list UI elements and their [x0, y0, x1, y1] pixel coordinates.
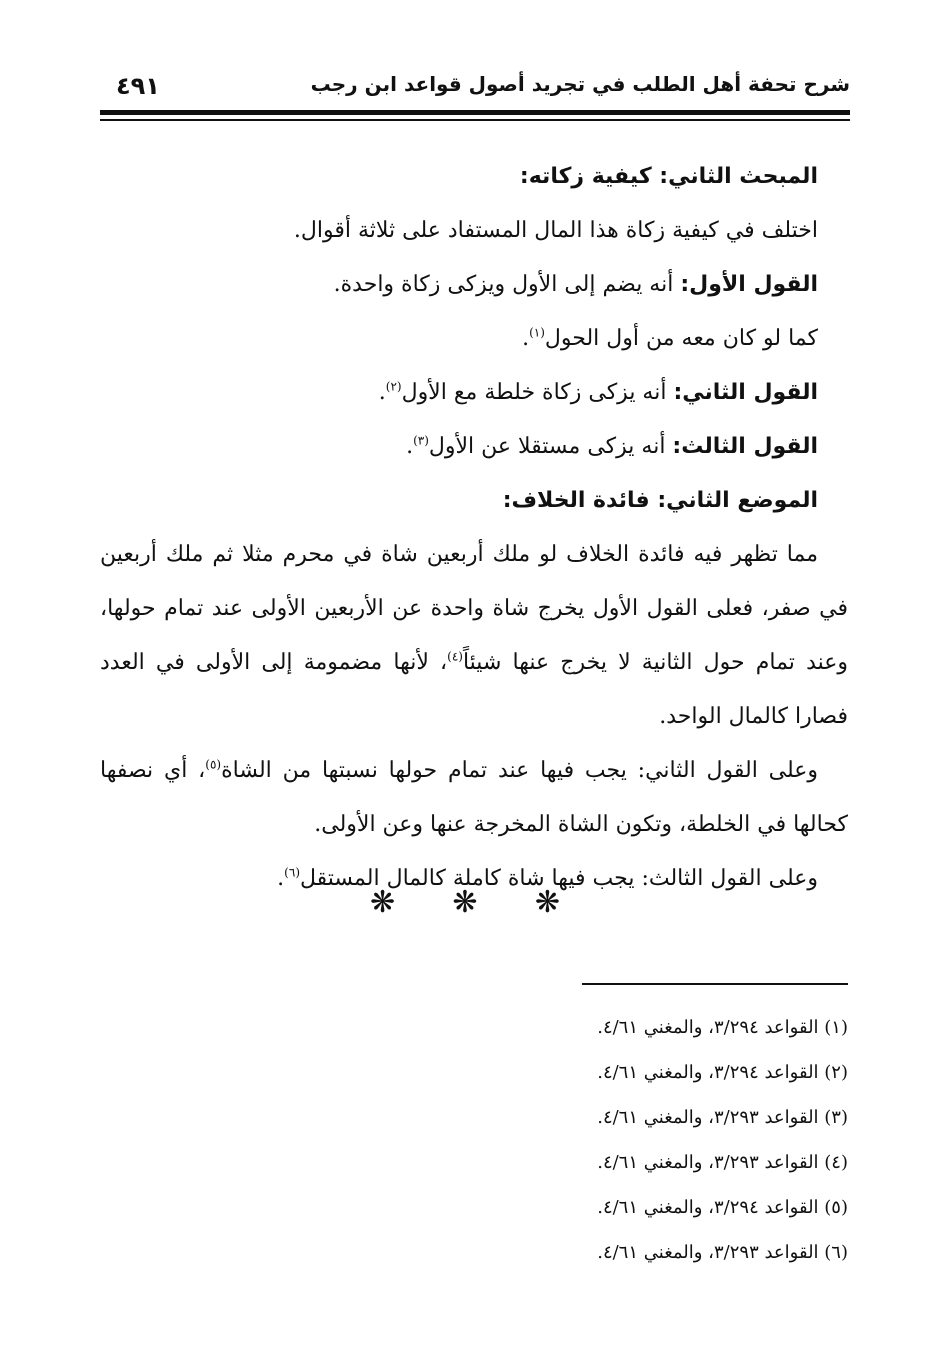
- paragraph-text: ، أي نصفها: [100, 758, 206, 783]
- opinion-label: القول الثالث:: [672, 434, 818, 459]
- section-heading-1: المبحث الثاني: كيفية زكاته:: [519, 164, 818, 189]
- paragraph-line: [100, 636, 848, 690]
- footnote-ref: (٥): [205, 757, 222, 772]
- footnote-ref: (٤): [447, 649, 463, 664]
- opinion-3: [100, 420, 848, 474]
- footnote-ref: (١): [529, 325, 545, 340]
- separator-star-icon: ❋: [452, 885, 478, 920]
- running-header: [102, 70, 850, 104]
- period: .: [406, 434, 414, 459]
- period: .: [522, 326, 530, 351]
- opinion-2: [100, 366, 848, 420]
- separator-star-icon: ❋: [534, 885, 560, 920]
- paragraph-line: مما تظهر فيه فائدة الخلاف لو ملك أربعين شاة في محرم مثلا ثم ملك أربعين: [100, 542, 818, 567]
- period: .: [277, 866, 285, 891]
- footnote-ref: (٦): [284, 865, 300, 880]
- footnote: (٤) القواعد ٣/٢٩٣، والمغني ٤/٦١.: [597, 1152, 848, 1173]
- main-text: [100, 150, 848, 906]
- period: .: [378, 380, 386, 405]
- paragraph-text: ، لأنها مضمومة إلى الأولى في العدد: [100, 650, 448, 675]
- opinion-text: أنه يزكى مستقلا عن الأول: [428, 434, 673, 459]
- header-rule-thin: [100, 119, 850, 121]
- opinion-label: القول الأول:: [680, 272, 818, 297]
- footnote-ref: (٣): [413, 433, 429, 448]
- paragraph-line: [100, 744, 848, 798]
- opinion-text: أنه يزكى زكاة خلطة مع الأول: [401, 380, 674, 405]
- footnote: (٣) القواعد ٣/٢٩٣، والمغني ٤/٦١.: [597, 1107, 848, 1128]
- paragraph-text: وعند تمام حول الثانية لا يخرج عنها شيئاً: [462, 650, 848, 675]
- opinion-1: [100, 258, 848, 312]
- page-number: ٤٩١: [116, 72, 160, 100]
- section-heading-2: الموضع الثاني: فائدة الخلاف:: [502, 488, 818, 513]
- footnote: (٥) القواعد ٣/٢٩٤، والمغني ٤/٦١.: [597, 1197, 848, 1218]
- paragraph-line: في صفر، فعلى القول الأول يخرج شاة واحدة عن الأربعين الأولى عند تمام حولها،: [100, 596, 848, 621]
- header-rule-thick: [100, 110, 850, 115]
- opinion-1-continued: [100, 312, 848, 366]
- footnote: (٦) القواعد ٣/٢٩٣، والمغني ٤/٦١.: [597, 1242, 848, 1263]
- section-separator: [370, 885, 560, 920]
- footnote-ref: (٢): [385, 379, 402, 394]
- separator-star-icon: ❋: [370, 885, 396, 920]
- book-title: شرح تحفة أهل الطلب في تجريد أصول قواعد ابن رجب: [310, 72, 850, 96]
- paragraph-text: وعلى القول الثالث: يجب فيها شاة كاملة كالمال المستقل: [300, 866, 818, 891]
- paragraph-line: فصارا كالمال الواحد.: [659, 704, 848, 729]
- opinion-text: أنه يضم إلى الأول ويزكى زكاة واحدة.: [333, 272, 681, 297]
- paragraph-text: وعلى القول الثاني: يجب فيها عند تمام حولها نسبتها من الشاة: [221, 758, 819, 783]
- footnote: (١) القواعد ٣/٢٩٤، والمغني ٤/٦١.: [597, 1017, 848, 1038]
- opinion-label: القول الثاني:: [673, 380, 818, 405]
- footnote-rule: [582, 983, 848, 985]
- footnote: (٢) القواعد ٣/٢٩٤، والمغني ٤/٦١.: [597, 1062, 848, 1083]
- footnotes: [348, 1005, 848, 1275]
- paragraph-line: كحالها في الخلطة، وتكون الشاة المخرجة عنها وعن الأولى.: [314, 812, 848, 837]
- opinion-text: كما لو كان معه من أول الحول: [544, 326, 818, 351]
- paragraph-line: اختلف في كيفية زكاة هذا المال المستفاد على ثلاثة أقوال.: [293, 218, 818, 243]
